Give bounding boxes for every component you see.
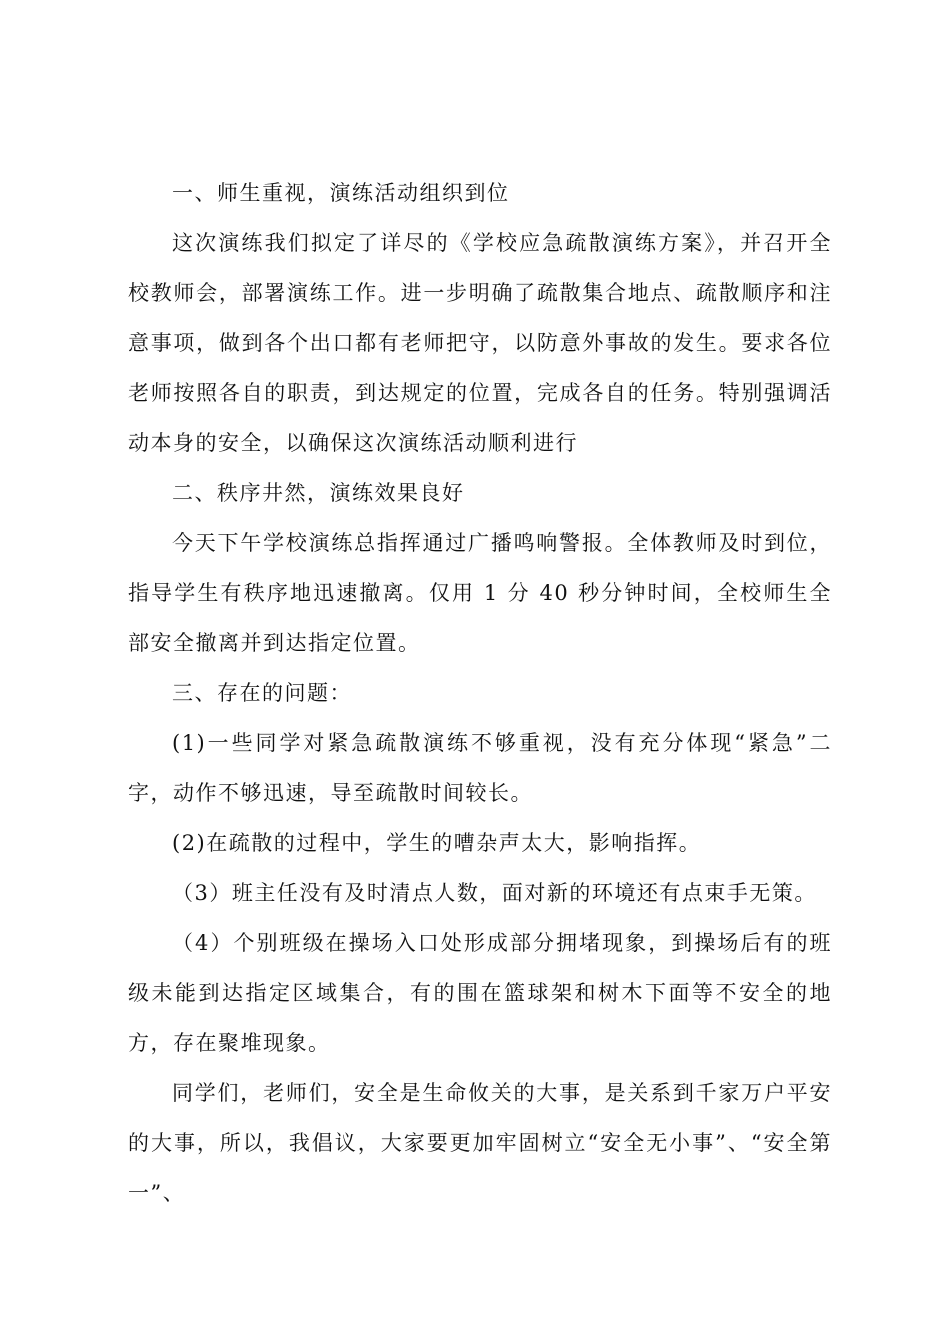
problem-item-1: (1)一些同学对紧急疏散演练不够重视，没有充分体现“紧急”二字，动作不够迅速，导至疏散时间较长。 xyxy=(128,731,832,805)
section-heading-2: 二、秩序井然，演练效果良好 xyxy=(172,481,465,505)
paragraph-drill-result: 今天下午学校演练总指挥通过广播鸣响警报。全体教师及时到位，指导学生有秩序地迅速撤离。仅用 1 分 40 秒分钟时间，全校师生全部安全撤离并到达指定位置。 xyxy=(128,531,832,655)
problem-item-3: （3）班主任没有及时清点人数，面对新的环境还有点束手无策。 xyxy=(172,881,817,905)
section-heading-1: 一、师生重视，演练活动组织到位 xyxy=(172,181,510,205)
section-heading-3: 三、存在的问题： xyxy=(172,681,352,705)
paragraph-drill-preparation: 这次演练我们拟定了详尽的《学校应急疏散演练方案》，并召开全校教师会，部署演练工作。进一步明确了疏散集合地点、疏散顺序和注意事项，做到各个出口都有老师把守，以防意外事故的发生。要求各位老师按照各自的职责，到达规定的位置，完成各自的任务。特别强调活动本身的安全，以确保这次演练活动顺利进行 xyxy=(128,231,832,455)
problem-item-4: （4）个别班级在操场入口处形成部分拥堵现象，到操场后有的班级未能到达指定区域集合，有的围在篮球架和树木下面等不安全的地方，存在聚堆现象。 xyxy=(128,931,832,1055)
closing-paragraph: 同学们，老师们，安全是生命攸关的大事，是关系到千家万户平安的大事，所以，我倡议，大家要更加牢固树立“安全无小事”、“安全第一”、 xyxy=(128,1081,832,1205)
problem-item-2: (2)在疏散的过程中，学生的嘈杂声太大，影响指挥。 xyxy=(172,831,702,855)
document-body xyxy=(128,168,832,1218)
